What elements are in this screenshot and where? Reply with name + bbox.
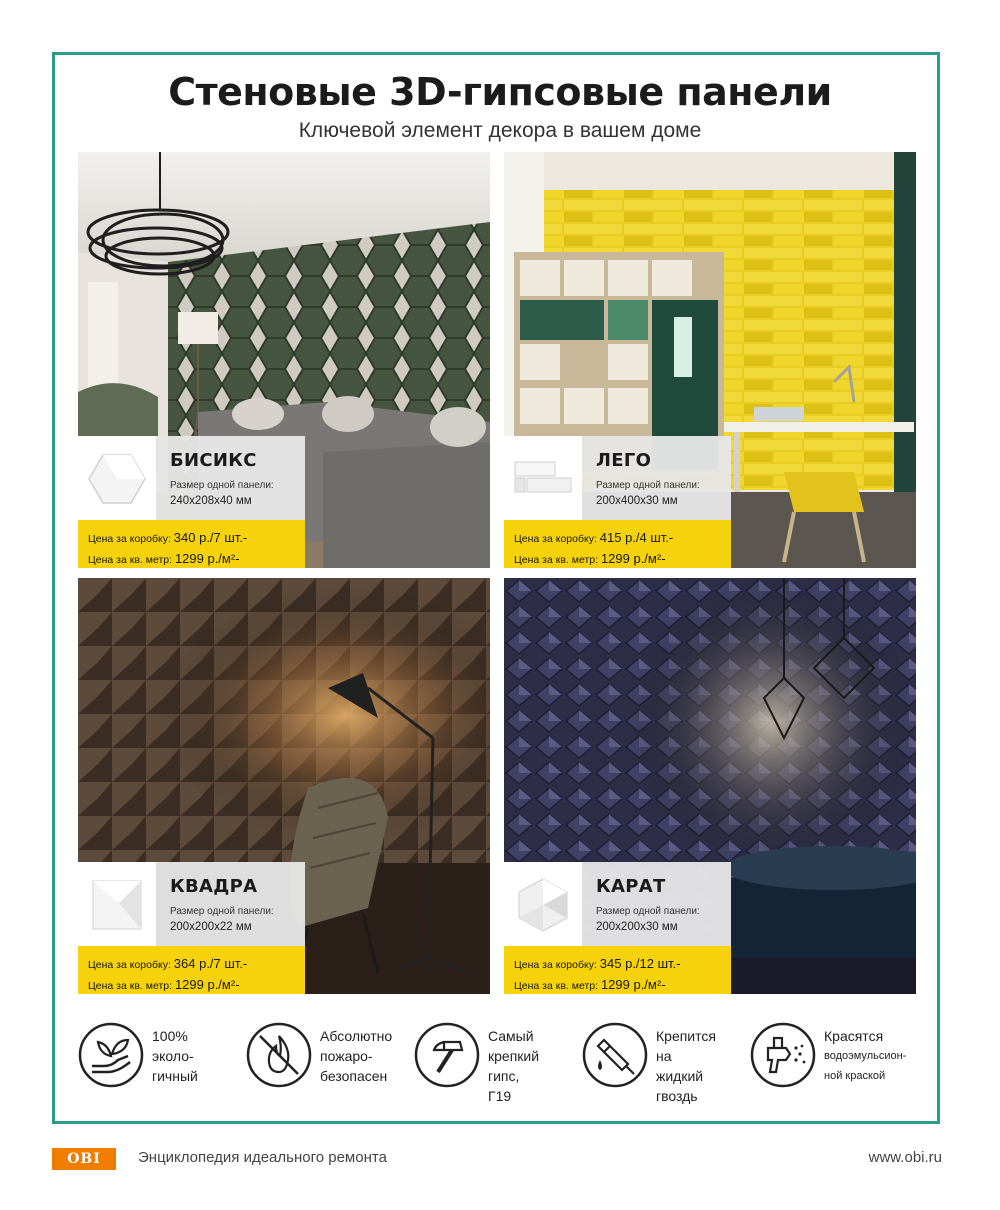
sqm-price-label: Цена за кв. метр:	[88, 554, 173, 566]
size-value: 200x400x30 мм	[596, 495, 678, 507]
page-title: Стеновые 3D-гипсовые панели	[168, 70, 832, 114]
box-price: 364 р./7 шт.-	[173, 956, 248, 971]
size-value: 200x200x22 мм	[170, 921, 252, 933]
panel-sample-karat	[504, 862, 582, 948]
box-price-label: Цена за коробку:	[514, 959, 597, 971]
feature-text: 100% эколо- гичный	[152, 1028, 198, 1084]
glue-tube-icon	[582, 1022, 648, 1088]
product-info-bisix	[156, 436, 305, 522]
product-name: ЛЕГО	[596, 450, 652, 471]
feature-text: Самый крепкий гипс, Г19	[488, 1028, 540, 1104]
price-band-kvadra	[78, 946, 305, 994]
size-label: Размер одной панели:	[596, 906, 700, 917]
feature-text: Крепится на жидкий гвоздь	[656, 1028, 716, 1104]
price-band-bisix	[78, 520, 305, 568]
eco-hand-leaf-icon	[78, 1022, 144, 1088]
no-fire-icon	[246, 1022, 312, 1088]
sqm-price: 1299 р./м²-	[174, 551, 240, 566]
price-band-lego	[504, 520, 731, 568]
size-label: Размер одной панели:	[596, 480, 700, 491]
product-info-kvadra	[156, 862, 305, 948]
feature-text: Абсолютно пожаро- безопасен	[320, 1028, 393, 1084]
footer-url-link[interactable]: www.obi.ru	[868, 1149, 942, 1166]
sqm-price-label: Цена за кв. метр:	[514, 554, 599, 566]
price-band-karat	[504, 946, 731, 994]
box-price: 340 р./7 шт.-	[173, 530, 248, 545]
size-label: Размер одной панели:	[170, 906, 274, 917]
footer-tagline: Энциклопедия идеального ремонта	[138, 1149, 387, 1166]
feature-text: Красятся водоэмульсион- ной краской	[824, 1028, 907, 1082]
panel-sample-kvadra	[78, 862, 156, 948]
obi-logo[interactable]: OBI	[52, 1148, 116, 1170]
box-price: 345 р./12 шт.-	[599, 956, 681, 971]
sqm-price-label: Цена за кв. метр:	[88, 980, 173, 992]
product-name: КВАДРА	[170, 876, 258, 897]
size-value: 200x200x30 мм	[596, 921, 678, 933]
sqm-price: 1299 р./м²-	[600, 977, 666, 992]
product-card-kvadra[interactable]	[78, 578, 490, 994]
product-card-karat[interactable]	[504, 578, 916, 994]
box-price-label: Цена за коробку:	[88, 959, 171, 971]
page-subtitle: Ключевой элемент декора в вашем доме	[298, 119, 702, 142]
panel-sample-lego	[504, 436, 582, 522]
spray-gun-icon	[750, 1022, 816, 1088]
product-info-karat	[582, 862, 731, 948]
size-value: 240x208x40 мм	[170, 495, 252, 507]
panel-sample-bisix	[78, 436, 156, 522]
product-card-bisix[interactable]	[78, 152, 490, 568]
box-price: 415 р./4 шт.-	[599, 530, 674, 545]
product-name: КАРАТ	[596, 876, 666, 897]
product-name: БИСИКС	[170, 450, 257, 471]
features-row	[78, 1018, 918, 1104]
box-price-label: Цена за коробку:	[514, 533, 597, 545]
size-label: Размер одной панели:	[170, 480, 274, 491]
product-card-lego[interactable]	[504, 152, 916, 568]
sqm-price: 1299 р./м²-	[600, 551, 666, 566]
sqm-price: 1299 р./м²-	[174, 977, 240, 992]
product-info-lego	[582, 436, 731, 522]
sqm-price-label: Цена за кв. метр:	[514, 980, 599, 992]
hammer-icon	[414, 1022, 480, 1088]
box-price-label: Цена за коробку:	[88, 533, 171, 545]
